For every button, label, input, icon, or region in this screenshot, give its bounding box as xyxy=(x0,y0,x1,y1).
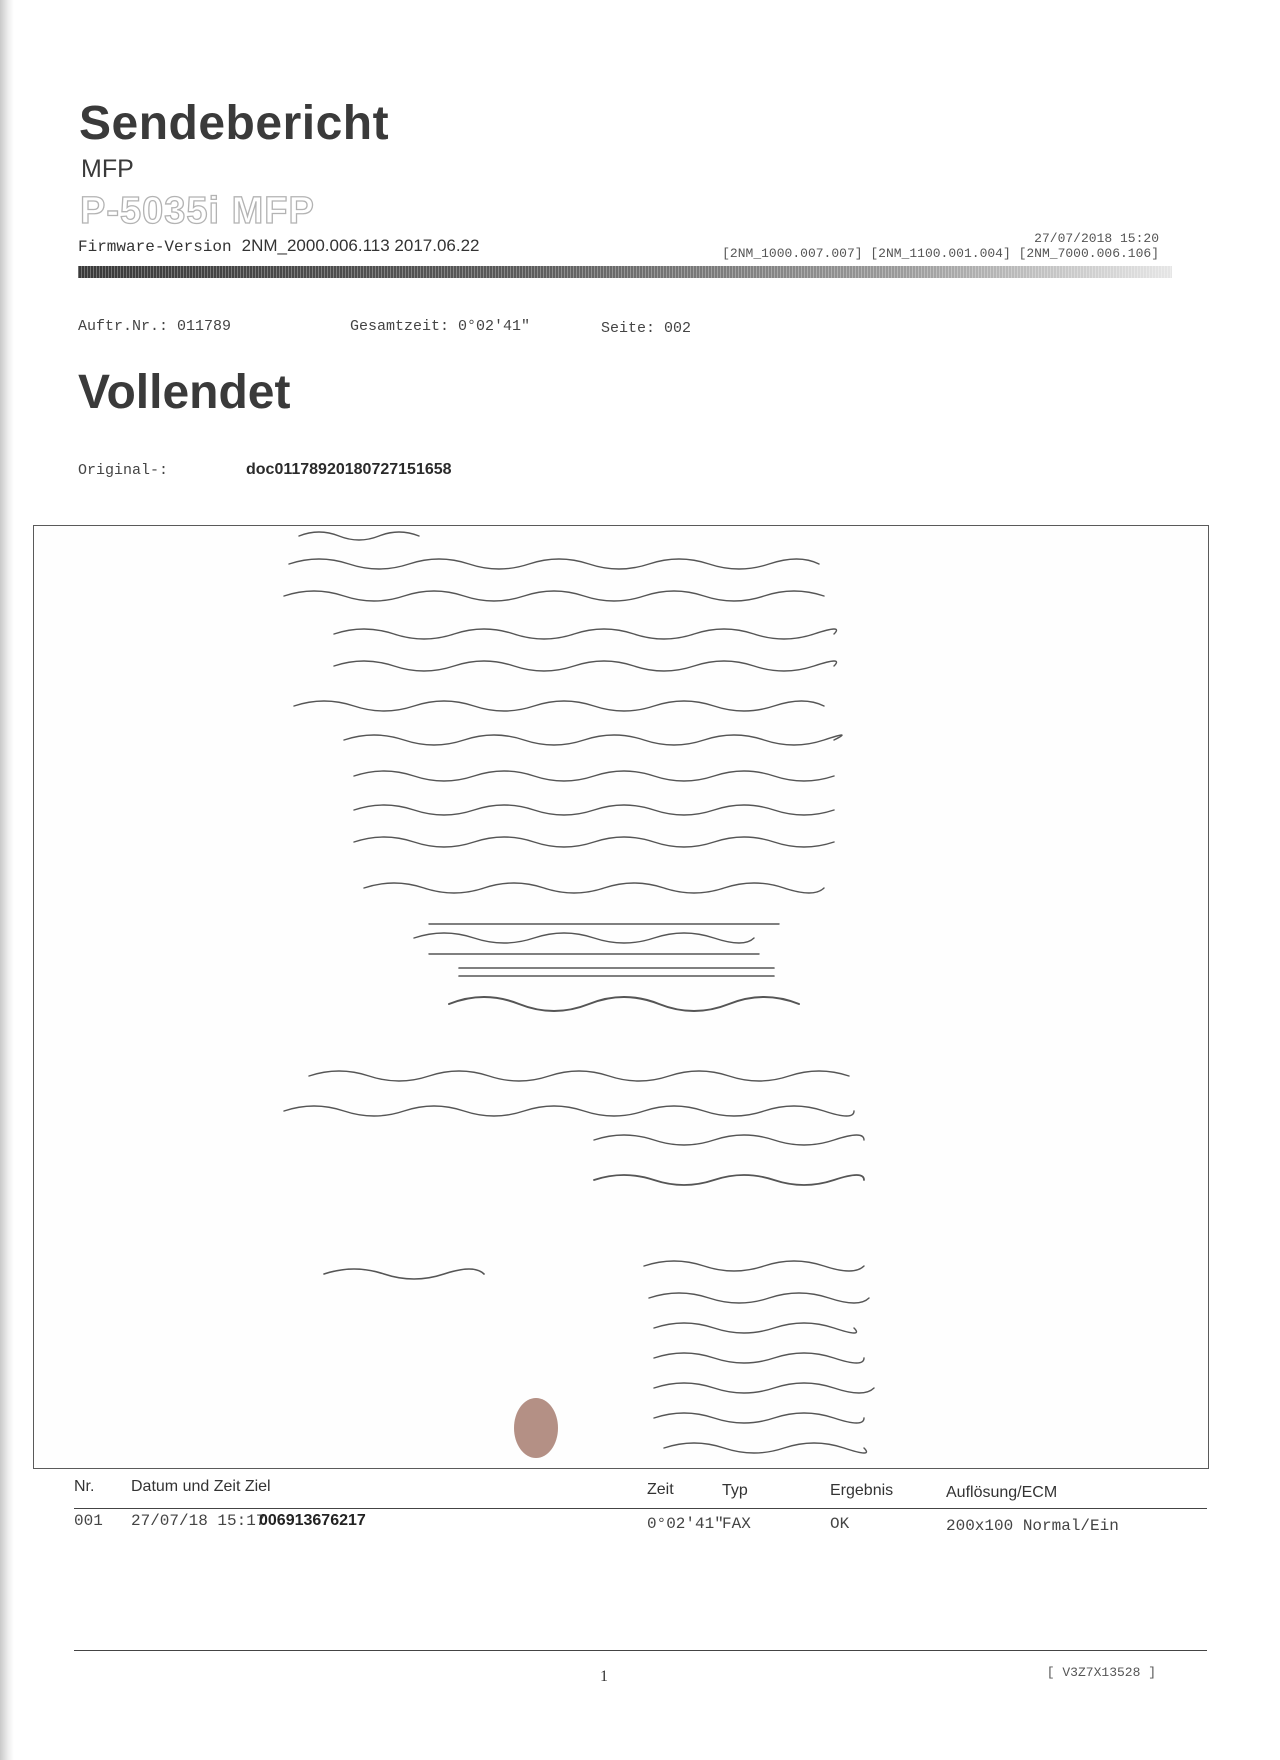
order-value: 011789 xyxy=(177,318,232,335)
table-header-rule xyxy=(74,1508,1207,1509)
status-heading: Vollendet xyxy=(78,366,291,419)
device-model: P-5035i MFP xyxy=(80,190,315,232)
col-header-datetime-target: Datum und Zeit Ziel xyxy=(131,1478,271,1495)
col-header-time: Zeit xyxy=(647,1481,674,1498)
firmware-codes: [2NM_1000.007.007] [2NM_1100.001.004] [2NM_7000.006.106] xyxy=(722,246,1159,261)
firmware-label: Firmware-Version xyxy=(78,238,232,256)
handwritten-fax-image xyxy=(34,526,1208,1468)
row-result: OK xyxy=(830,1515,850,1533)
firmware-value: 2NM_2000.006.113 2017.06.22 xyxy=(241,236,480,255)
row-datetime: 27/07/18 15:17 xyxy=(131,1512,266,1530)
col-header-result: Ergebnis xyxy=(830,1482,894,1499)
stain-mark xyxy=(514,1398,558,1458)
firmware-line xyxy=(78,236,480,256)
total-time-label: Gesamtzeit: xyxy=(350,318,450,335)
row-resolution: 200x100 Normal/Ein xyxy=(946,1517,1119,1535)
page-count xyxy=(601,320,691,337)
page-label: Seite: xyxy=(601,320,656,337)
col-header-type: Typ xyxy=(722,1482,748,1499)
row-nr: 001 xyxy=(74,1512,103,1530)
report-title: Sendebericht xyxy=(79,97,390,150)
order-number xyxy=(78,318,231,335)
page-number: 1 xyxy=(600,1668,608,1685)
document-reference: [ V3Z7X13528 ] xyxy=(1046,1665,1156,1680)
row-target: 006913676217 xyxy=(259,1512,366,1529)
page-value: 002 xyxy=(664,320,692,337)
row-time: 0°02'41" xyxy=(647,1515,724,1533)
col-header-resolution: Auflösung/ECM xyxy=(946,1484,1058,1501)
total-time xyxy=(350,318,530,335)
header-gradient-bar xyxy=(78,266,1172,278)
original-value: doc01178920180727151658 xyxy=(246,461,452,478)
order-label: Auftr.Nr.: xyxy=(78,318,169,335)
scan-edge-shadow xyxy=(0,0,14,1760)
original-label: Original-: xyxy=(78,462,169,479)
row-type: FAX xyxy=(722,1515,751,1533)
total-time-value: 0°02'41" xyxy=(458,318,531,335)
col-header-nr: Nr. xyxy=(74,1478,95,1495)
device-type: MFP xyxy=(81,155,134,183)
footer-rule xyxy=(74,1650,1207,1651)
fax-page-preview xyxy=(33,525,1209,1469)
report-datetime: 27/07/2018 15:20 xyxy=(1034,231,1159,246)
